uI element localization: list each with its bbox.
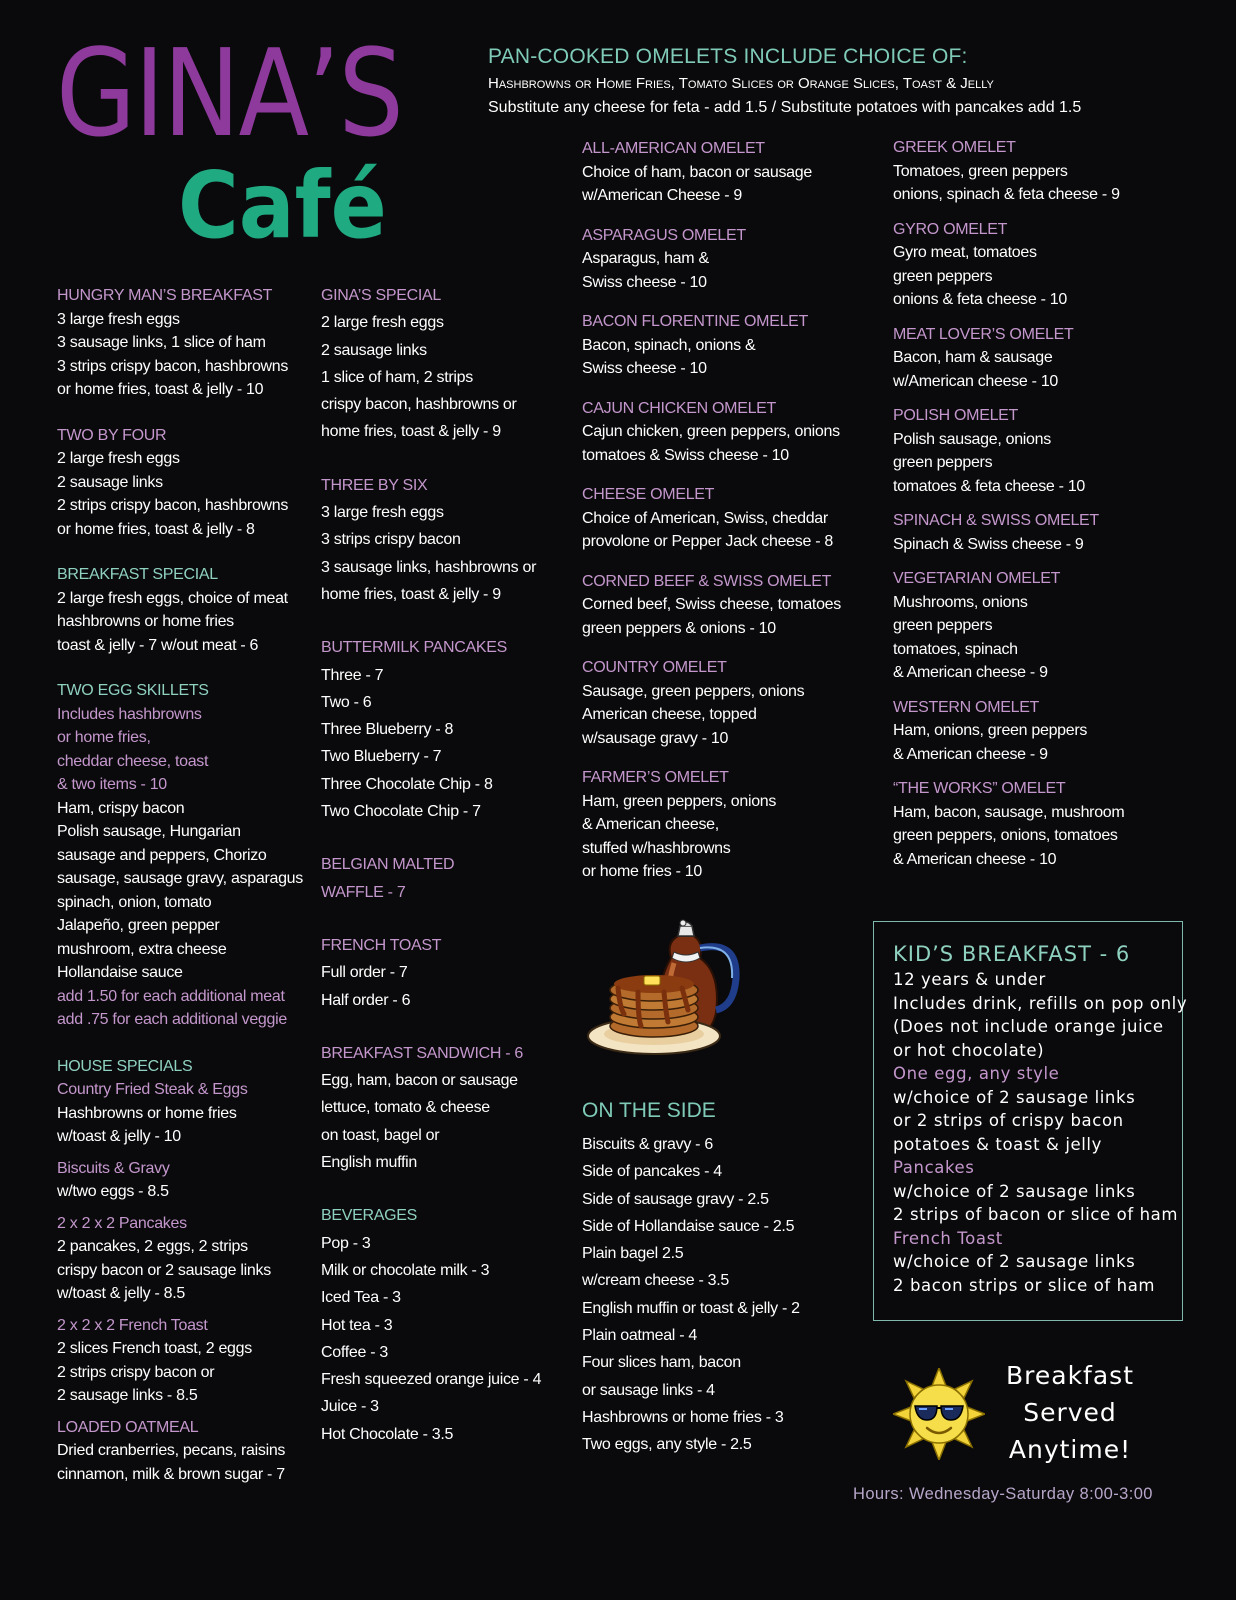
- kids-line: Includes drink, refills on pop only: [893, 993, 1188, 1013]
- menu-item: [321, 851, 556, 906]
- menu-item-title: WAFFLE - 7: [321, 883, 406, 901]
- menu-item-title: CHEESE OMELET: [582, 486, 715, 503]
- menu-item-line: Choice of ham, bacon or sausage: [582, 163, 812, 181]
- menu-item: [582, 397, 872, 468]
- menu-item: [582, 224, 872, 295]
- menu-item-line: Three - 7: [321, 666, 384, 684]
- menu-item-title: COUNTRY OMELET: [582, 659, 727, 676]
- menu-item: [57, 1416, 307, 1487]
- kids-line: 2 bacon strips or slice of ham: [893, 1275, 1156, 1295]
- menu-item-line: 3 strips crispy bacon, hashbrowns: [57, 357, 289, 375]
- menu-item-line: green peppers, onions, tomatoes: [893, 827, 1118, 844]
- menu-item-line: Hot tea - 3: [321, 1316, 393, 1334]
- menu-item-title: BACON FLORENTINE OMELET: [582, 313, 809, 330]
- menu-item-line: provolone or Pepper Jack cheese - 8: [582, 533, 833, 550]
- kids-breakfast-box: [873, 921, 1188, 1321]
- menu-item: [57, 424, 307, 542]
- menu-item-subline: cheddar cheese, toast: [57, 752, 209, 770]
- menu-item-title: CAJUN CHICKEN OMELET: [582, 399, 777, 417]
- kids-title: KID’S BREAKFAST - 6: [893, 942, 1131, 966]
- menu-item-line: English muffin or toast & jelly - 2: [582, 1299, 800, 1317]
- logo-cafe: Café: [178, 152, 387, 259]
- menu-item-line: on toast, bagel or: [321, 1126, 440, 1144]
- menu-item-line: green peppers: [893, 617, 993, 634]
- menu-item-line: lettuce, tomato & cheese: [321, 1099, 490, 1117]
- menu-item-line: 2 sausage links: [321, 341, 427, 359]
- menu-item-line: green peppers & onions - 10: [582, 619, 776, 637]
- menu-item-line: w/toast & jelly - 10: [57, 1128, 181, 1145]
- menu-item: [321, 634, 556, 825]
- menu-item-subline: add 1.50 for each additional meat: [57, 987, 285, 1005]
- anytime-line: Anytime!: [1008, 1435, 1132, 1464]
- menu-item-line: Hot Chocolate - 3.5: [321, 1425, 454, 1443]
- menu-item-line: Milk or chocolate milk - 3: [321, 1261, 490, 1279]
- menu-item-line: w/sausage gravy - 10: [582, 729, 729, 747]
- menu-item-line: 2 pancakes, 2 eggs, 2 strips: [57, 1238, 248, 1255]
- menu-item-title: MEAT LOVER’S OMELET: [893, 325, 1074, 343]
- kids-option-name: Pancakes: [893, 1158, 975, 1177]
- menu-item: [321, 472, 556, 608]
- menu-item-line: 3 sausage links, 1 slice of ham: [57, 334, 266, 351]
- menu-item-line: Jalapeño, green pepper: [57, 917, 220, 934]
- menu-item-line: crispy bacon, hashbrowns or: [321, 396, 517, 414]
- menu-item-line: Bacon, spinach, onions &: [582, 336, 756, 354]
- menu-item: [893, 323, 1213, 394]
- menu-item-line: Two Chocolate Chip - 7: [321, 803, 481, 821]
- menu-item-line: Ham, onions, green peppers: [893, 722, 1088, 739]
- menu-item-title: TWO BY FOUR: [57, 426, 167, 444]
- menu-item-line: or home fries, toast & jelly - 8: [57, 520, 255, 538]
- anytime-line: Served: [1023, 1398, 1117, 1427]
- menu-item-title: BREAKFAST SPECIAL: [57, 566, 218, 583]
- menu-item: [57, 1055, 307, 1408]
- menu-item: [582, 310, 872, 381]
- section-title: ON THE SIDE: [582, 1099, 716, 1122]
- menu-item: [582, 766, 872, 884]
- kids-line: potatoes & toast & jelly: [893, 1134, 1102, 1154]
- breakfast-anytime: [990, 1357, 1150, 1468]
- menu-item-line: stuffed w/hashbrowns: [582, 839, 731, 857]
- menu-item-line: Fresh squeezed orange juice - 4: [321, 1371, 542, 1389]
- menu-item-line: Spinach & Swiss cheese - 9: [893, 535, 1084, 553]
- menu-column-2: [321, 282, 556, 1448]
- menu-item-line: w/American Cheese - 9: [582, 187, 742, 204]
- menu-item-title: TWO EGG SKILLETS: [57, 682, 209, 699]
- menu-item-title: GYRO OMELET: [893, 220, 1008, 238]
- menu-item-title: POLISH OMELET: [893, 407, 1019, 424]
- kids-option-name: French Toast: [893, 1228, 1003, 1248]
- menu-item-line: 3 sausage links, hashbrowns or: [321, 558, 537, 576]
- menu-item-line: Coffee - 3: [321, 1343, 388, 1361]
- menu-item-title: SPINACH & SWISS OMELET: [893, 512, 1099, 529]
- menu-item-line: w/two eggs - 8.5: [57, 1183, 169, 1200]
- menu-item-title: ASPARAGUS OMELET: [582, 226, 746, 244]
- kids-line: w/choice of 2 sausage links: [893, 1181, 1136, 1201]
- menu-item: [893, 567, 1213, 685]
- menu-item-line: Choice of American, Swiss, cheddar: [582, 509, 828, 527]
- menu-item-line: Side of sausage gravy - 2.5: [582, 1190, 769, 1208]
- menu-item-line: Polish sausage, Hungarian: [57, 823, 241, 840]
- menu-item-title: FRENCH TOAST: [321, 936, 442, 954]
- anytime-line: Breakfast: [1005, 1361, 1134, 1390]
- menu-item-line: Plain oatmeal - 4: [582, 1327, 697, 1345]
- menu-item-line: Plain bagel 2.5: [582, 1245, 684, 1263]
- kids-line: or 2 strips of crispy bacon: [893, 1111, 1124, 1130]
- menu-item-title: FARMER’S OMELET: [582, 769, 729, 786]
- menu-item-line: Polish sausage, onions: [893, 430, 1051, 448]
- menu-item-line: Ham, crispy bacon: [57, 799, 185, 817]
- menu-item-line: Two Blueberry - 7: [321, 748, 442, 766]
- menu-item-line: Hashbrowns or home fries: [57, 1104, 237, 1122]
- menu-item-subline: Country Fried Steak & Eggs: [57, 1081, 248, 1098]
- hours-text: Hours: Wednesday-Saturday 8:00-3:00: [853, 1485, 1153, 1503]
- menu-item-title: BREAKFAST SANDWICH - 6: [321, 1044, 524, 1062]
- menu-item: [321, 1202, 556, 1448]
- menu-item-line: & American cheese - 9: [893, 664, 1048, 681]
- menu-item-line: 3 strips crispy bacon: [321, 531, 461, 549]
- menu-item-line: Pop - 3: [321, 1234, 371, 1252]
- menu-item-line: 2 large fresh eggs: [321, 314, 444, 332]
- menu-item-line: Hollandaise sauce: [57, 964, 183, 981]
- menu-item-line: 3 large fresh eggs: [57, 310, 180, 328]
- menu-item-line: 2 sausage links: [57, 473, 163, 491]
- kids-line: w/choice of 2 sausage links: [893, 1087, 1136, 1107]
- menu-item-line: tomatoes, spinach: [893, 640, 1018, 658]
- menu-item: [582, 656, 872, 750]
- menu-item: [893, 218, 1213, 312]
- menu-item-line: 2 strips crispy bacon or: [57, 1363, 215, 1381]
- menu-item-line: 3 large fresh eggs: [321, 504, 444, 522]
- menu-item-line: or home fries, toast & jelly - 10: [57, 381, 264, 398]
- menu-item-title: VEGETARIAN OMELET: [893, 570, 1061, 587]
- menu-item-line: home fries, toast & jelly - 9: [321, 423, 501, 441]
- omelet-intro: [488, 44, 1208, 120]
- menu-item-line: Biscuits & gravy - 6: [582, 1136, 713, 1153]
- menu-item-line: Iced Tea - 3: [321, 1289, 401, 1307]
- menu-item-subline: or home fries,: [57, 729, 151, 746]
- menu-item-line: mushroom, extra cheese: [57, 940, 227, 958]
- menu-item-subline: 2 x 2 x 2 Pancakes: [57, 1214, 187, 1232]
- menu-item-line: Asparagus, ham &: [582, 250, 709, 267]
- menu-item-line: sausage, sausage gravy, asparagus: [57, 870, 303, 887]
- menu-item-line: American cheese, topped: [582, 706, 757, 723]
- menu-item-line: home fries, toast & jelly - 9: [321, 585, 501, 603]
- menu-item: [57, 284, 307, 402]
- menu-item-line: w/American cheese - 10: [893, 372, 1059, 390]
- menu-item-line: Hashbrowns or home fries - 3: [582, 1408, 784, 1426]
- menu-item-line: Side of pancakes - 4: [582, 1163, 722, 1181]
- menu-item-line: tomatoes & Swiss cheese - 10: [582, 446, 789, 464]
- menu-item-line: w/cream cheese - 3.5: [582, 1272, 729, 1290]
- menu-column-4: [893, 136, 1213, 871]
- menu-item-line: sausage and peppers, Chorizo: [57, 846, 267, 864]
- menu-item-line: Juice - 3: [321, 1398, 379, 1416]
- menu-item-title: THREE BY SIX: [321, 476, 428, 494]
- menu-item-line: Ham, bacon, sausage, mushroom: [893, 803, 1125, 821]
- menu-item-line: Egg, ham, bacon or sausage: [321, 1072, 518, 1090]
- menu-item: [582, 483, 872, 554]
- kids-option-name: One egg, any style: [893, 1064, 1060, 1083]
- kids-line: or hot chocolate): [893, 1040, 1045, 1060]
- menu-item-line: toast & jelly - 7 w/out meat - 6: [57, 636, 259, 654]
- menu-item-line: Ham, green peppers, onions: [582, 792, 777, 810]
- menu-item-line: Half order - 6: [321, 991, 411, 1009]
- menu-item-title: HOUSE SPECIALS: [57, 1057, 193, 1075]
- menu-item-line: Full order - 7: [321, 964, 408, 982]
- menu-column-3: [582, 137, 872, 884]
- menu-item-line: English muffin: [321, 1154, 418, 1172]
- menu-item-line: w/toast & jelly - 8.5: [57, 1285, 185, 1302]
- menu-item-line: Three Chocolate Chip - 8: [321, 775, 493, 793]
- menu-item-line: green peppers: [893, 454, 993, 471]
- menu-item-line: hashbrowns or home fries: [57, 613, 234, 630]
- menu-item-line: Swiss cheese - 10: [582, 273, 707, 291]
- kids-line: 2 strips of bacon or slice of ham: [893, 1205, 1179, 1224]
- kids-line: 12 years & under: [893, 970, 1046, 989]
- menu-item-line: Sausage, green peppers, onions: [582, 682, 805, 700]
- menu-item-title: BUTTERMILK PANCAKES: [321, 639, 508, 657]
- menu-item: [893, 509, 1213, 556]
- menu-item-line: Side of Hollandaise sauce - 2.5: [582, 1217, 795, 1235]
- menu-item: [582, 570, 872, 641]
- pancakes-illustration: [586, 918, 756, 1063]
- menu-column-1: [57, 284, 307, 1486]
- menu-item-line: Gyro meat, tomatoes: [893, 244, 1037, 261]
- menu-item-line: & American cheese - 9: [893, 745, 1048, 763]
- on-the-side-section: [582, 1097, 872, 1459]
- menu-item: [57, 679, 307, 1032]
- menu-item-line: & American cheese - 10: [893, 850, 1057, 868]
- menu-item: [893, 777, 1213, 871]
- menu-item-title: BELGIAN MALTED: [321, 856, 455, 874]
- menu-item-title: WESTERN OMELET: [893, 698, 1040, 716]
- menu-item-subline: 2 x 2 x 2 French Toast: [57, 1316, 208, 1334]
- kids-line: w/choice of 2 sausage links: [893, 1252, 1136, 1271]
- menu-item-line: 2 slices French toast, 2 eggs: [57, 1340, 252, 1357]
- menu-item-line: onions, spinach & feta cheese - 9: [893, 186, 1120, 203]
- menu-item-line: Bacon, ham & sausage: [893, 349, 1053, 366]
- menu-item-line: Four slices ham, bacon: [582, 1354, 741, 1372]
- menu-item-line: Two eggs, any style - 2.5: [582, 1436, 752, 1454]
- menu-item-title: LOADED OATMEAL: [57, 1418, 199, 1436]
- menu-item-line: Corned beef, Swiss cheese, tomatoes: [582, 596, 841, 613]
- menu-item-line: cinnamon, milk & brown sugar - 7: [57, 1465, 285, 1483]
- logo-gina: GINA’S: [56, 25, 403, 164]
- menu-item: [321, 1040, 556, 1176]
- menu-item-title: GREEK OMELET: [893, 139, 1016, 156]
- menu-item-line: Swiss cheese - 10: [582, 360, 707, 377]
- menu-item-line: 2 sausage links - 8.5: [57, 1387, 198, 1404]
- menu-item-subline: add .75 for each additional veggie: [57, 1011, 287, 1028]
- menu-item-line: green peppers: [893, 267, 993, 285]
- menu-item-line: spinach, onion, tomato: [57, 893, 212, 911]
- menu-item-line: 2 large fresh eggs: [57, 450, 180, 467]
- menu-item: [893, 136, 1213, 207]
- menu-item-line: crispy bacon or 2 sausage links: [57, 1261, 271, 1279]
- intro-line-1: Hashbrowns or Home Fries, Tomato Slices or Orange Slices, Toast & Jelly: [488, 75, 994, 92]
- intro-title: PAN-COOKED OMELETS INCLUDE CHOICE OF:: [488, 45, 968, 68]
- menu-item-line: Cajun chicken, green peppers, onions: [582, 423, 840, 440]
- menu-item: [57, 563, 307, 657]
- menu-item-title: ALL-AMERICAN OMELET: [582, 140, 765, 157]
- pancake-stack-icon: [610, 975, 698, 1037]
- menu-item-line: 1 slice of ham, 2 strips: [321, 368, 473, 386]
- menu-item: [582, 137, 872, 208]
- menu-item-line: Mushrooms, onions: [893, 593, 1028, 611]
- menu-item-line: 2 strips crispy bacon, hashbrowns: [57, 497, 289, 514]
- menu-item-line: 2 large fresh eggs, choice of meat: [57, 589, 288, 607]
- menu-item-line: Dried cranberries, pecans, raisins: [57, 1442, 286, 1459]
- menu-item-title: CORNED BEEF & SWISS OMELET: [582, 572, 832, 590]
- menu-item-line: Tomatoes, green peppers: [893, 162, 1068, 180]
- menu-item-title: BEVERAGES: [321, 1207, 418, 1225]
- sun-icon: [893, 1368, 985, 1460]
- menu-item-subline: & two items - 10: [57, 776, 167, 793]
- menu-item-line: or sausage links - 4: [582, 1381, 715, 1399]
- menu-item: [893, 696, 1213, 767]
- menu-item: [321, 282, 556, 446]
- menu-item: [321, 932, 556, 1014]
- menu-item-title: “THE WORKS” OMELET: [893, 780, 1066, 797]
- menu-item-title: HUNGRY MAN’S BREAKFAST: [57, 287, 273, 304]
- menu-item-line: or home fries - 10: [582, 863, 702, 880]
- menu-item-subline: Biscuits & Gravy: [57, 1159, 170, 1177]
- menu-item: [893, 404, 1213, 498]
- kids-line: (Does not include orange juice: [893, 1017, 1164, 1036]
- intro-line-2: Substitute any cheese for feta - add 1.5 / Substitute potatoes with pancakes add 1.5: [488, 99, 1082, 116]
- menu-item-title: GINA’S SPECIAL: [321, 287, 441, 304]
- menu-item-line: tomatoes & feta cheese - 10: [893, 477, 1086, 495]
- menu-item-line: Two - 6: [321, 693, 372, 711]
- menu-item-line: onions & feta cheese - 10: [893, 291, 1067, 308]
- menu-item-subline: Includes hashbrowns: [57, 705, 202, 723]
- menu-item-line: Three Blueberry - 8: [321, 721, 454, 739]
- menu-item-line: & American cheese,: [582, 816, 719, 833]
